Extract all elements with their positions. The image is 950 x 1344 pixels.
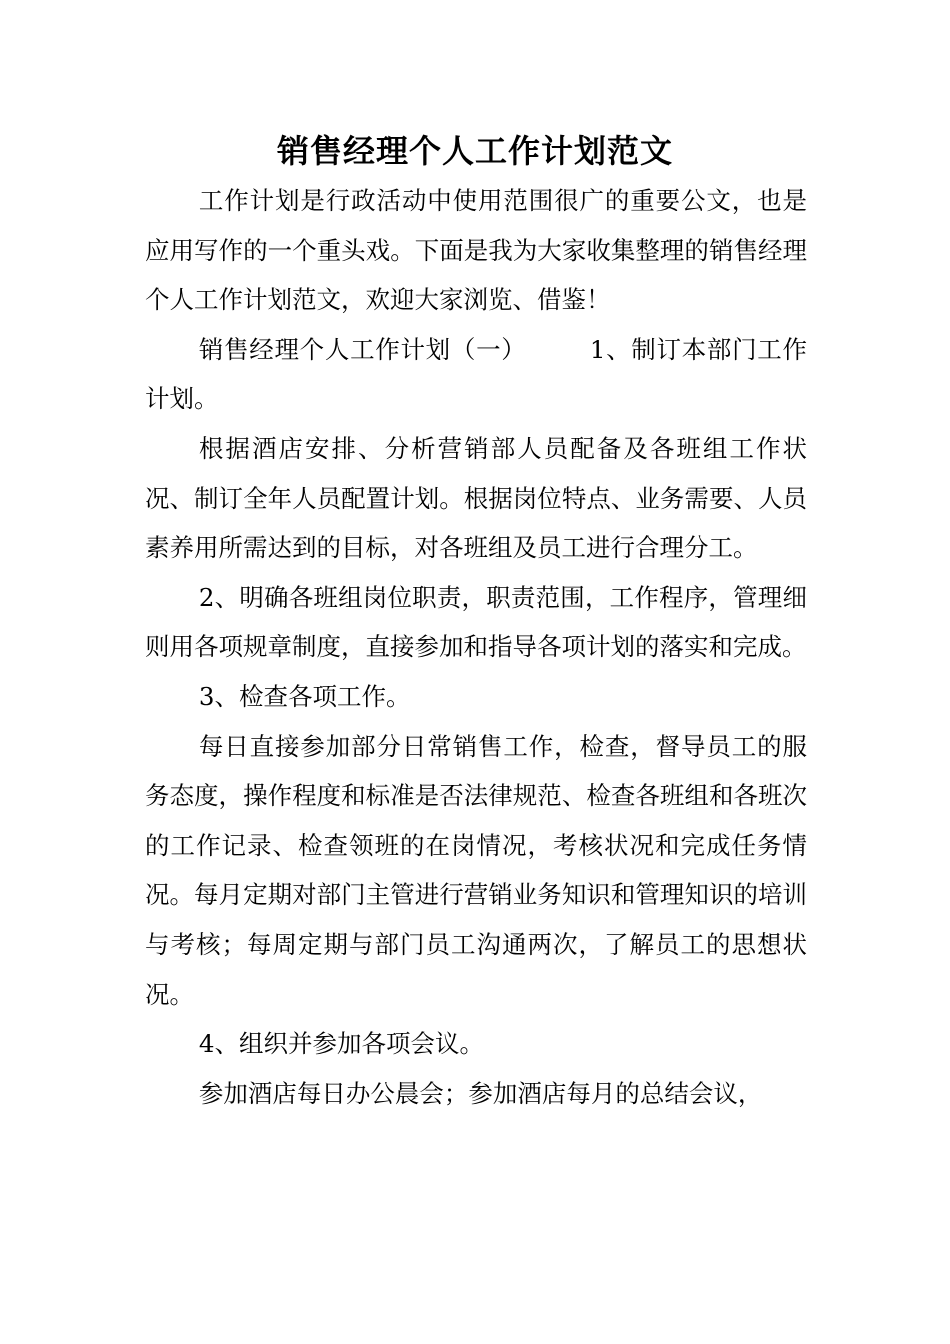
paragraph-item-2: 2、明确各班组岗位职责，职责范围，工作程序，管理细则用各项规章制度，直接参加和指导各项计划的落实和完成。 [145,582,807,662]
paragraph-meetings: 参加酒店每日办公晨会；参加酒店每月的总结会议， [198,1078,763,1108]
paragraph-item-3: 3、检查各项工作。 [198,681,411,711]
paragraph-inspection: 每日直接参加部分日常销售工作，检查，督导员工的服务态度，操作程度和标准是否法律规范、检查各班组和各班次的工作记录、检查领班的在岗情况，考核状况和完成任务情况。每月定期对部门主管进行营销业务知识和管理知识的培训与考核；每周定期与部门员工沟通两次，了解员工的思想状况。 [145,731,807,1009]
document-body [145,176,807,1118]
paragraph-item-4: 4、组织并参加各项会议。 [198,1029,484,1059]
paragraph-staffing: 根据酒店安排、分析营销部人员配备及各班组工作状况、制订全年人员配置计划。根据岗位特点、业务需要、人员素养用所需达到的目标，对各班组及员工进行合理分工。 [145,433,807,563]
document-title: 销售经理个人工作计划范文 [276,132,673,170]
paragraph-intro: 工作计划是行政活动中使用范围很广的重要公文，也是应用写作的一个重头戏。下面是我为大家收集整理的销售经理个人工作计划范文，欢迎大家浏览、借鉴！ [145,186,807,315]
paragraph-plan-heading: 销售经理个人工作计划（一） 1、制订本部门工作计划。 [145,334,807,414]
